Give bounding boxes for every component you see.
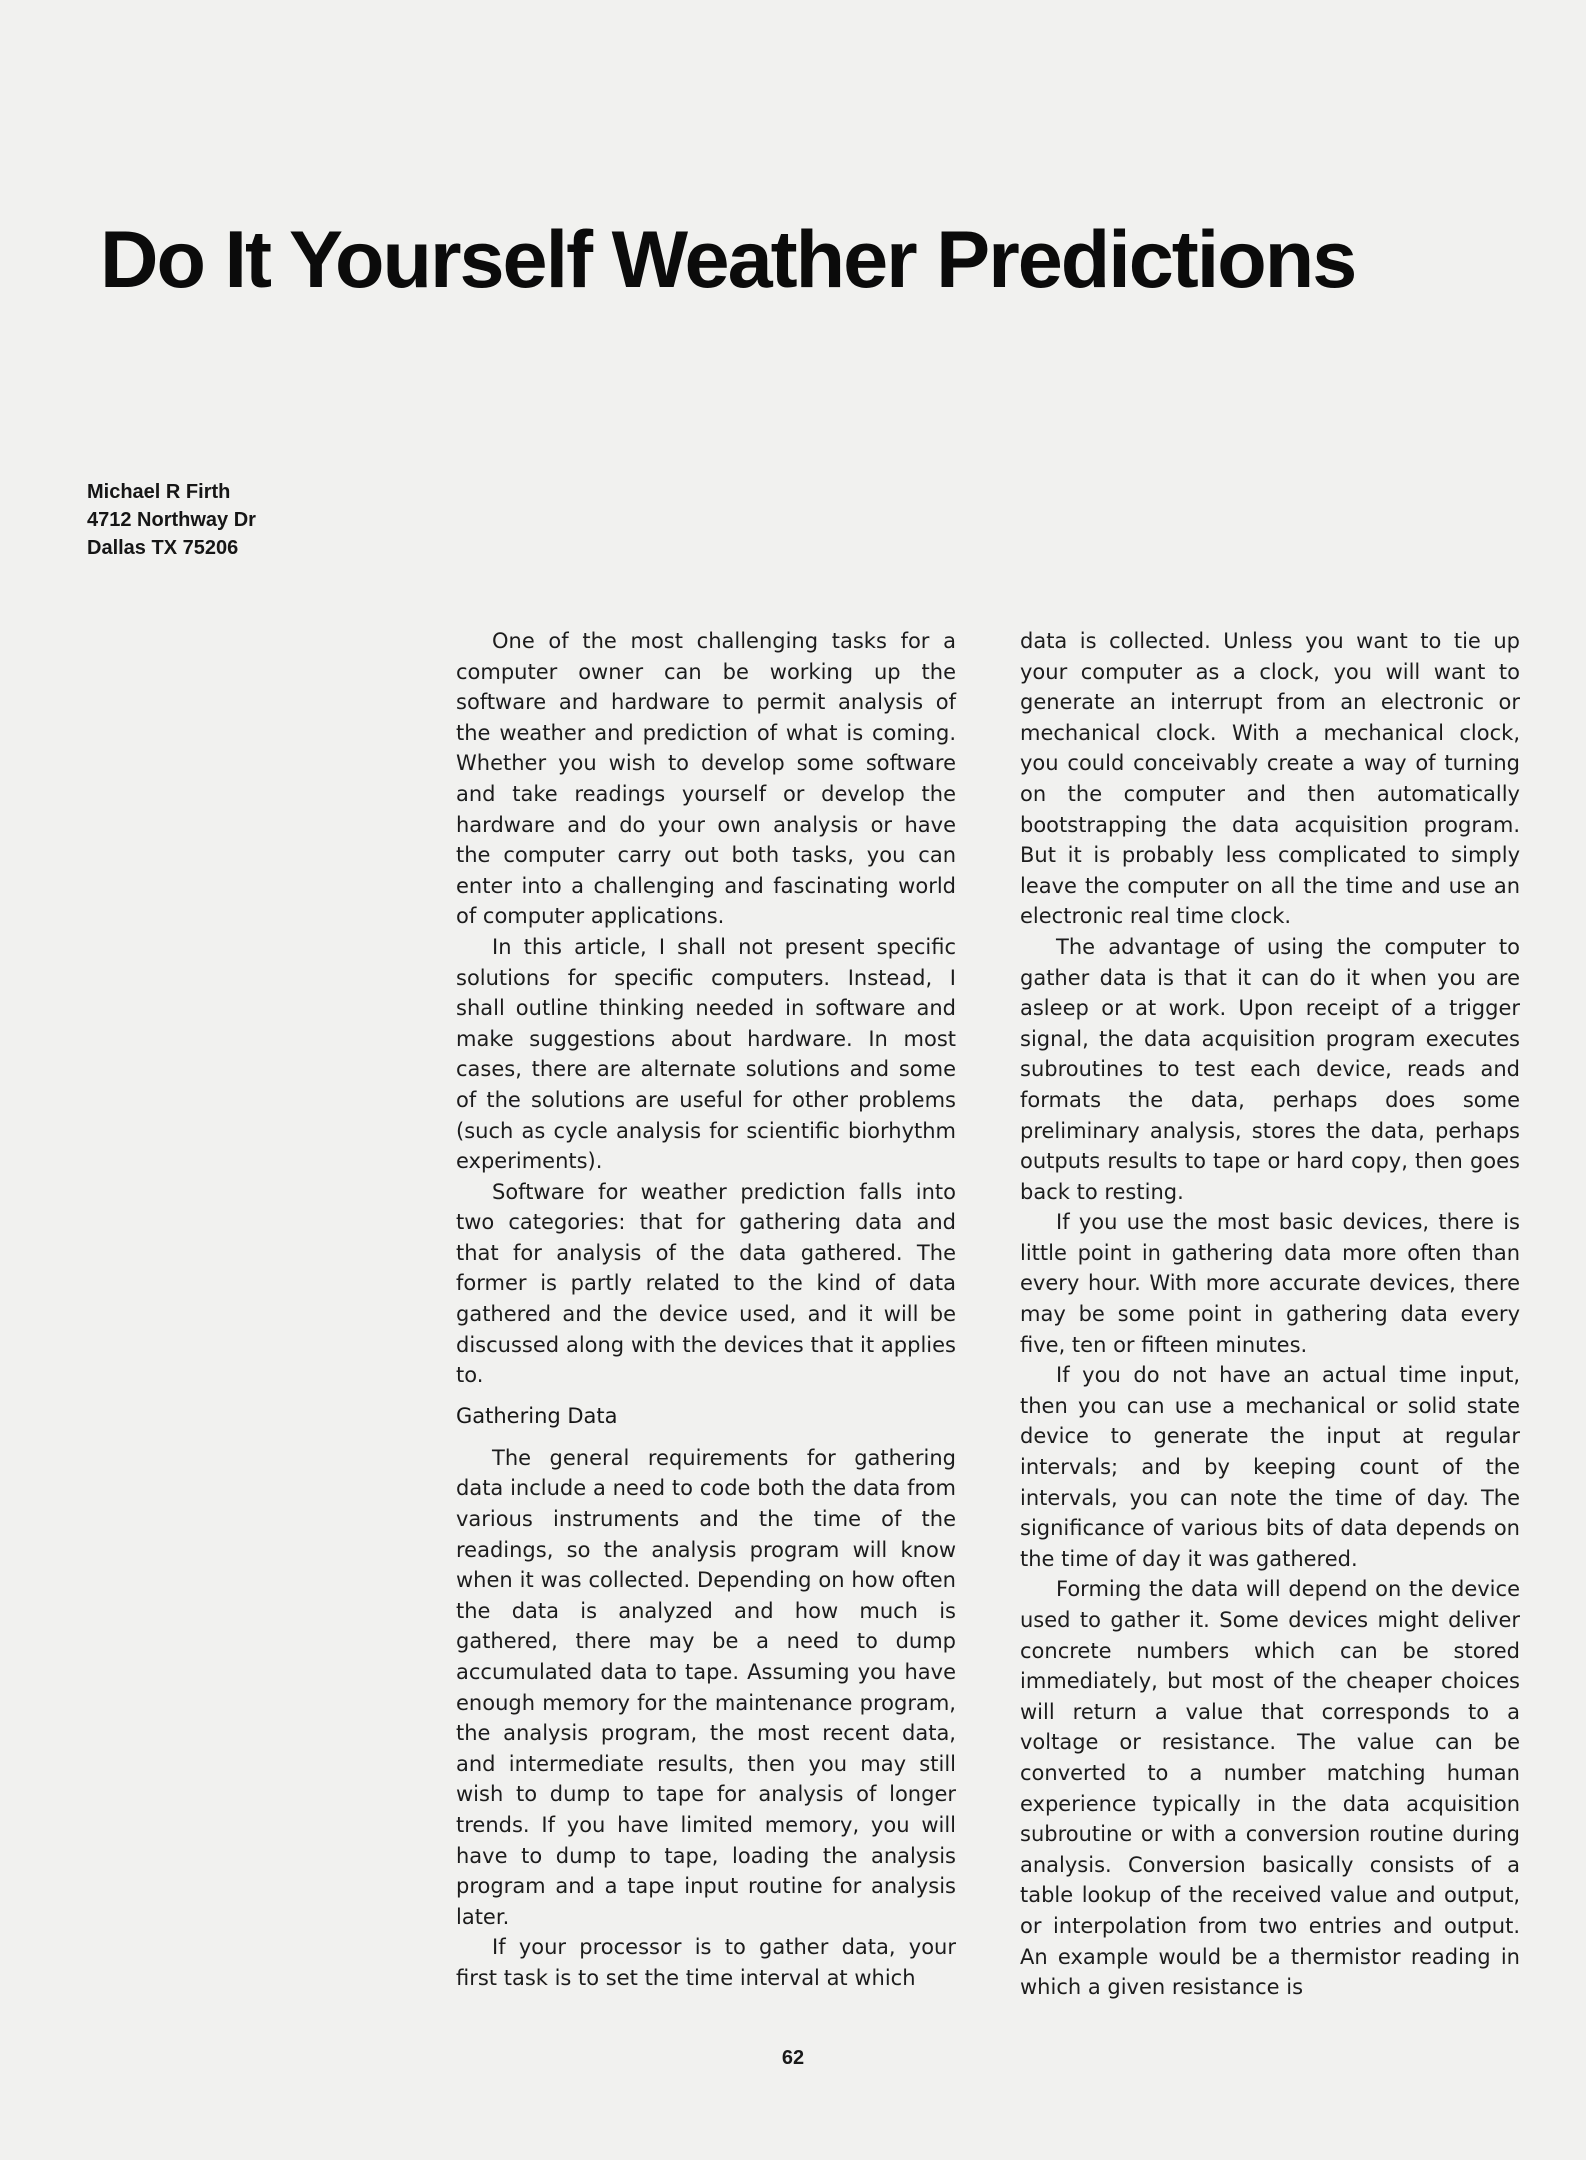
article-title: Do It Yourself Weather Predictions: [100, 215, 1356, 305]
paragraph: The advantage of using the computer to gather data is that it can do it when you are asleep or at work. Upon receipt of a trigger signal, the data acquisition program executes subroutines to test each device, reads and formats the data, perhaps does some preliminary analysis, stores the data, perhaps outputs results to tape or hard copy, then goes back to resting.: [1020, 934, 1520, 1204]
paragraph: One of the most challenging tasks for a computer owner can be working up the software and hardware to permit analysis of the weather and prediction of what is coming. Whether you wish to develop some software and take readings yourself or develop the hardware and do your own analysis or have the computer carry out both tasks, you can enter into a challenging and fascinating world of computer applications.: [456, 629, 956, 929]
author-block: [87, 478, 256, 562]
paragraph: data is collected. Unless you want to tie up your computer as a clock, you will want to generate an interrupt from an electronic or mechanical clock. With a mechanical clock, you could conceivably create a way of turning on the computer and then automatically bootstrapping the data acquisition program. But it is probably less complicated to simply leave the computer on all the time and use an electronic real time clock.: [1020, 629, 1520, 929]
paragraph: In this article, I shall not present specific solutions for specific computers. Instead, I shall outline thinking needed in software and make suggestions about hardware. In most cases, there are alternate solutions and some of the solutions are useful for other problems (such as cycle analysis for scientific biorhythm experiments).: [456, 934, 956, 1174]
paragraph: If you use the most basic devices, there is little point in gathering data more often than every hour. With more accurate devices, there may be some point in gathering data every five, ten or fifteen minutes.: [1020, 1210, 1520, 1357]
author-city: Dallas TX 75206: [87, 537, 239, 559]
paragraph: Forming the data will depend on the device used to gather it. Some devices might deliver concrete numbers which can be stored immediately, but most of the cheaper choices will return a value that corresponds to a voltage or resistance. The value can be converted to a number matching human experience typically in the data acquisition subroutine or with a conversion routine during analysis. Conversion basically consists of a table lookup of the received value and output, or interpolation from two entries and output. An example would be a thermistor reading in which a given resistance is: [1020, 1577, 1520, 2000]
author-street: 4712 Northway Dr: [87, 509, 256, 531]
paragraph: If your processor is to gather data, your first task is to set the time interval at which: [456, 1935, 956, 1990]
paragraph: The general requirements for gathering data include a need to code both the data from various instruments and the time of the readings, so the analysis program will know when it was collected. Depending on how often the data is analyzed and how much is gathered, there may be a need to dump accumulated data to tape. Assuming you have enough memory for the maintenance program, the analysis program, the most recent data, and intermediate results, then you may still wish to dump to tape for analysis of longer trends. If you have limited memory, you will have to dump to tape, loading the analysis program and a tape input routine for analysis later.: [456, 1445, 956, 1929]
section-heading: Gathering Data: [456, 1403, 618, 1428]
page-number: 62: [781, 2047, 805, 2069]
author-name: Michael R Firth: [87, 481, 231, 503]
paragraph: If you do not have an actual time input, then you can use a mechanical or solid state device to generate the input at regular intervals; and by keeping count of the intervals, you can note the time of day. The significance of various bits of data depends on the time of day it was gathered.: [1020, 1363, 1520, 1571]
left-column: [456, 626, 956, 1994]
right-column: [1020, 626, 1520, 2003]
paragraph: Software for weather prediction falls into two categories: that for gathering data and that for analysis of the data gathered. The former is partly related to the kind of data gathered and the device used, and it will be discussed along with the devices that it applies to.: [456, 1179, 956, 1388]
